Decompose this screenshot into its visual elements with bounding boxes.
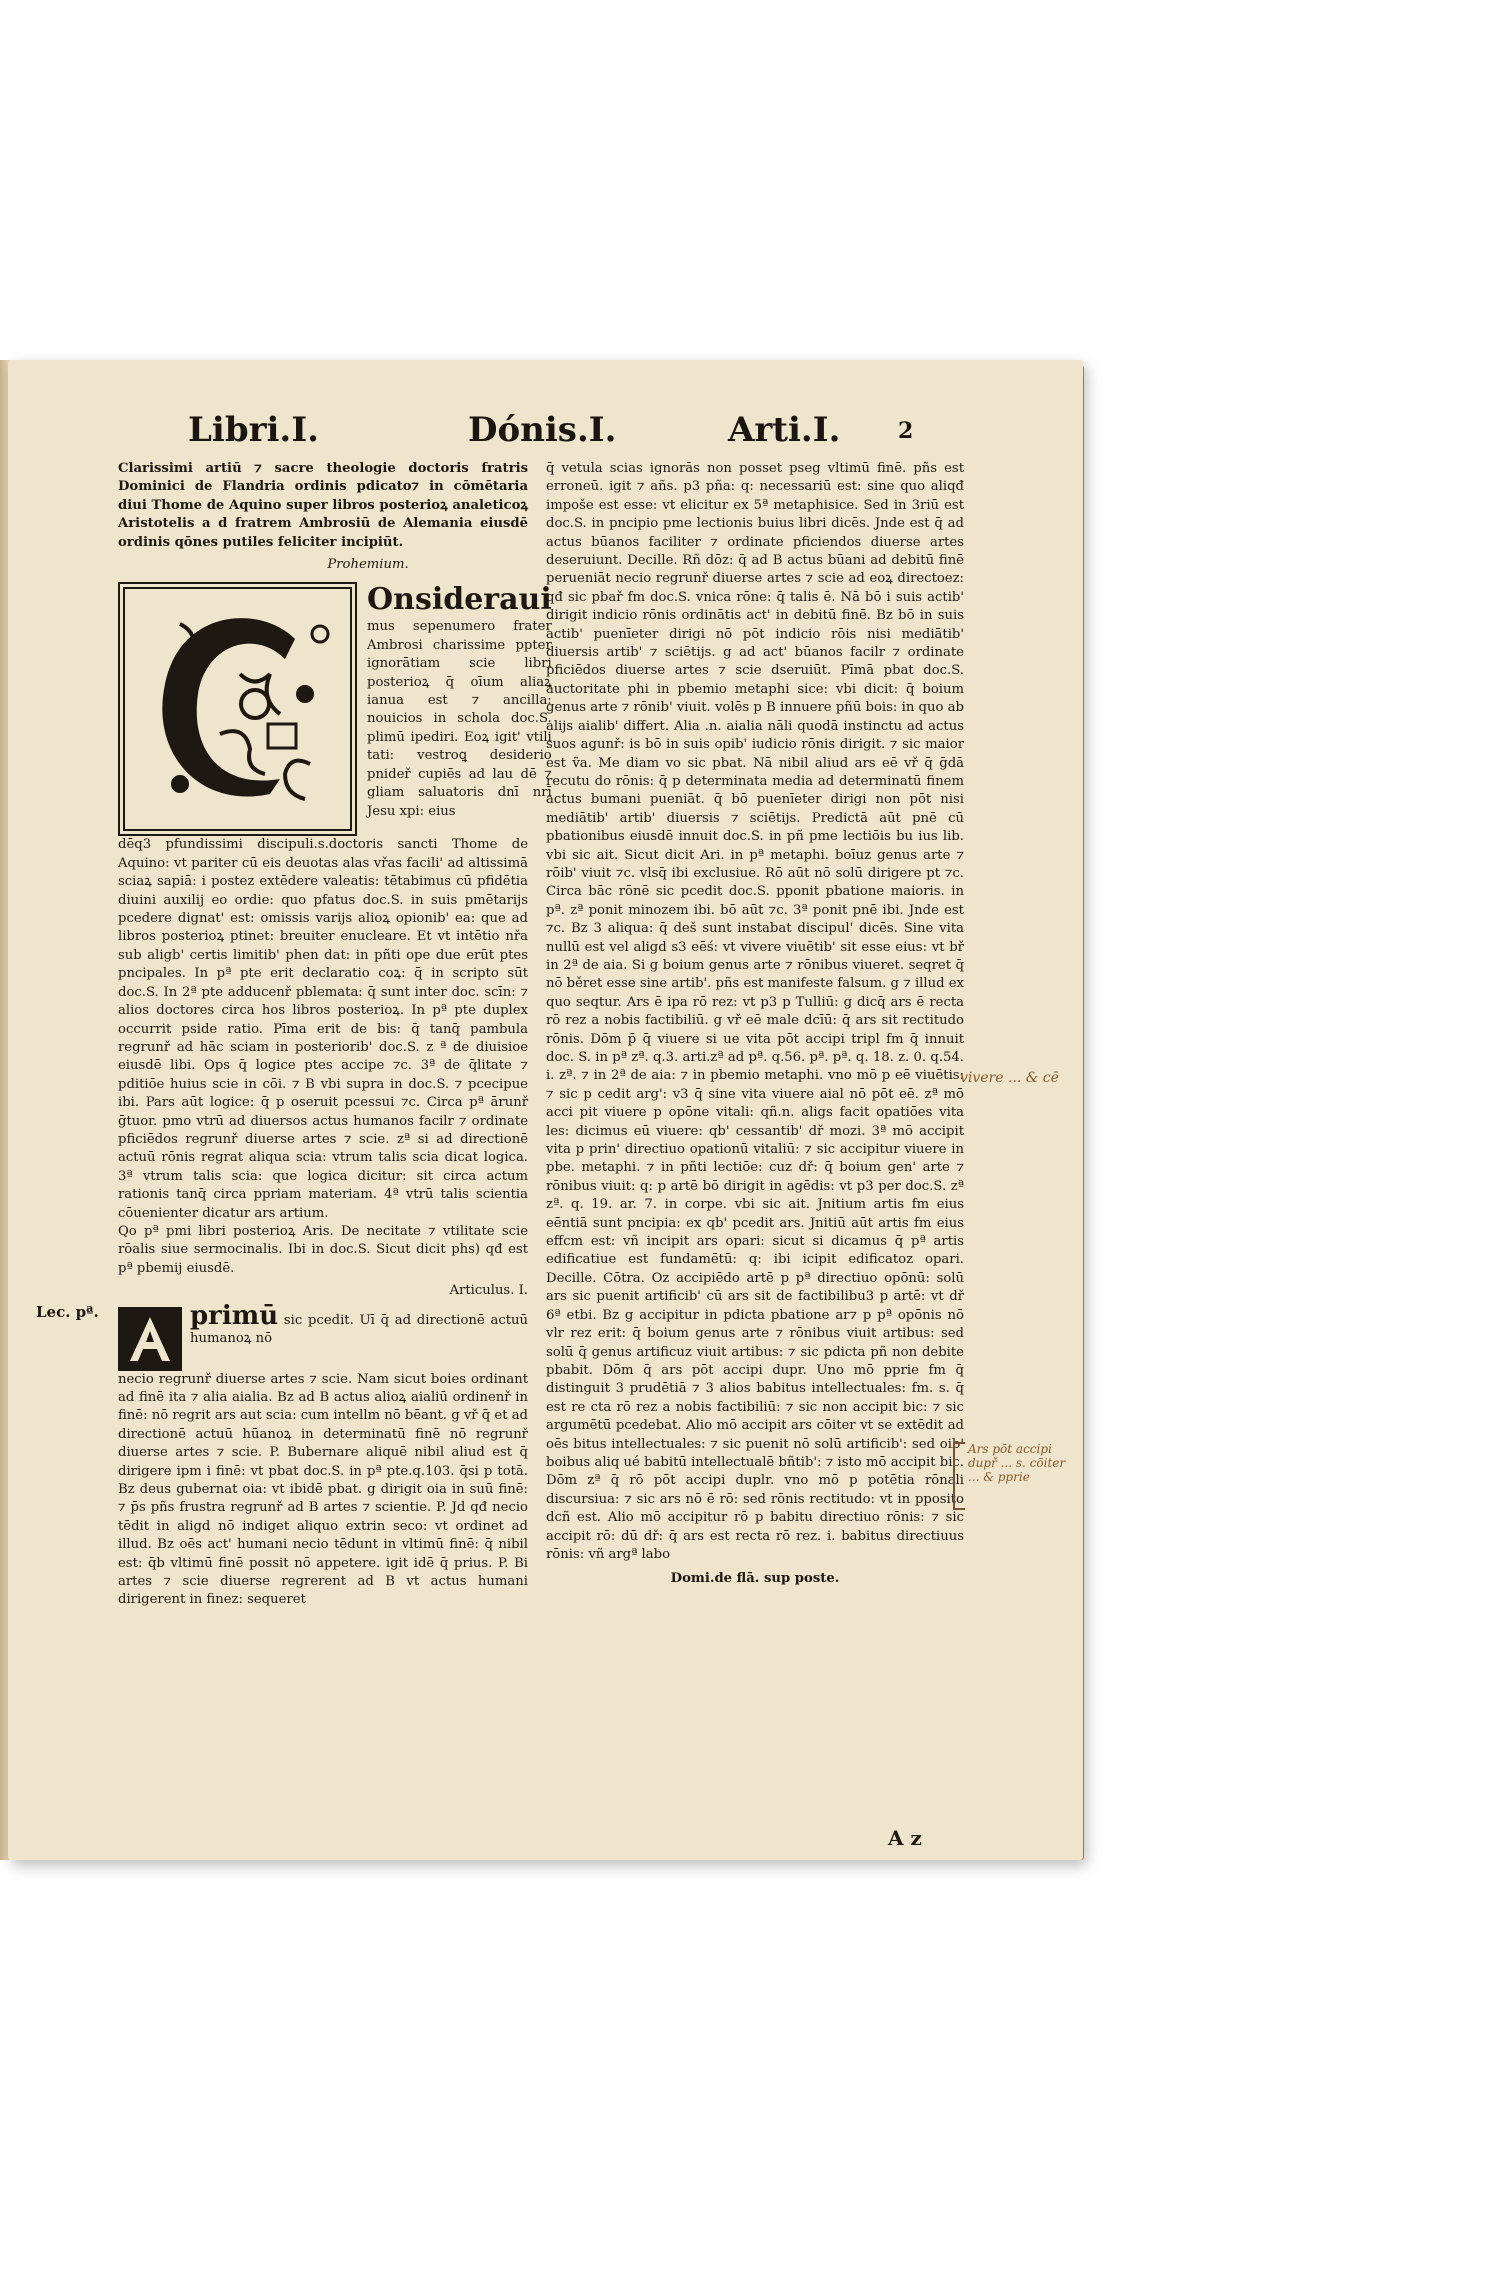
proem-title: Prohemium. [327, 557, 409, 573]
initial-a-icon [118, 1307, 182, 1371]
handwritten-bracket [953, 1442, 965, 1510]
second-initial-side [190, 1300, 528, 1371]
right-column [546, 460, 964, 1602]
running-head-left: Libri.I. [188, 410, 320, 450]
running-foot: Domi.de flā. sup poste. [670, 1571, 840, 1587]
folio-number: 2 [898, 418, 914, 444]
handwritten-note-1: vivere ... & cē [960, 1070, 1059, 1086]
left-body-text-2: necio regrunř diuerse artes ⁊ scie. Nam sicut boies ordinant ad finē ita ⁊ alia aialia. Bz ad B actus alioꝝ aialiū ordinenř in finē: nō regrit ars aut scia: cum intellm nō bēant. g vř q̄ et ad directionē actuū hūanoꝝ in determinatū finē nō regrunř diuerse artes ⁊ scie. P. Bubernare aliquē nibil aliud est q̄ dirigere ipm i finē: vt pbat doc.S. in pª pte.q.103. q̄si p totā. Bz deus gubernat oia: vt ibidē pbat. g dirigit oia in suū finē: ⁊ p̄s pñs frustra regrunř ad B artes ⁊ scientie. P. Jd qđ necio tēdit in aligd nō indiget aliquo extrin seco: vt ordinet ad illud. Bz oēs act' humani necio tēdunt in vltimū finē: q̄ nibil est: q̄b vltimū finē possit nō appetere. igit idē q̄ prius. P. Bi artes ⁊ scie diuerse regrerent ad B vt actus humani dirigerent in finez: sequeret [118, 1371, 529, 1608]
second-initial-block [118, 1300, 528, 1371]
running-head [8, 410, 1083, 450]
signature-mark: A z [888, 1826, 922, 1850]
book-page [8, 360, 1083, 1860]
left-column [118, 460, 552, 1610]
prologue-heading: Clarissimi artiū ⁊ sacre theologie doctoris fratris Dominici de Flandria ordinis pdicato⁊ in cōmētaria diui Thome de Aquino super libros posterioꝝ analeticoꝝ Aristotelis a d fratrem Ambrosiū de Alemania eiusdē ordinis qōnes putiles feliciter incipiūt. [118, 461, 528, 550]
question-line: Qo pª pmi libri posterioꝝ Aris. De necitate ⁊ vtilitate scie rōalis siue sermocinalis. Ibi in doc.S. Sicut dicit phs) qđ est pª pbemij eiusdē. [118, 1223, 528, 1276]
initial-side-text [367, 582, 552, 836]
handwritten-note-2: Ars pōt accipi dupř ... s. cōiter ... & pprie [968, 1442, 1066, 1484]
right-body-text: q̄ vetula scias ignorās non posset pseg vltimū finē. pñs est erroneū. igit ⁊ añs. p3 pña: q: necessariū est: sine quo aliqđ impoše est esse: vt elicitur ex 5ª metaphisice. Sed in 3riū est doc.S. in pncipio pme lectionis buius libri dicēs. Jnde est q̄ ad actus būanos faciliter ⁊ ordinate pficiendos diuerse artes deseruiunt. Decille. Rñ dōz: q̄ ad B actus būani ad debitū finē perueniāt necio regrunř diuerse artes ⁊ scie ad eoꝝ directoez: qđ sic pbař fm doc.S. vnica rōne: q̄ talis ē. Nā bō i suis actib' dirigit indicio rōnis ordinātis act' in debitū finē. Bz bō in suis actib' puenīeter dirigi nō pōt indicio rōis nisi mediātib' diuersis artib' ⁊ sciētijs. g ad act' būanos facilr ⁊ ordinate pficiēdos diuerse artes ⁊ scie dseruiūt. Pīmā pbat doc.S. auctoritate phi in pbemio metaphi sice: vbi dicit: q̄ boium genus arte ⁊ rōnib' viuit. volēs p B innuere pñū bois: in quo ab alijs aialib' differt. Alia .n. aialia nāli quodā instinctu ad actus suos agunř: is bō in suis opib' iudicio rōnis dirigit. ⁊ sic maior est ṽa. Me diam vo sic pbat. Nā nibil aliud ars eē vř q̄ ḡdā recutu do rōnis: q̄ p determinata media ad determinatū finem actus bumani pueniāt. q̄ bō puenīeter dirigi non pōt nisi mediātib' artib' diuersis ⁊ sciētijs. Predictā aūt pnē cū pbationibus eiusdē innuit doc.S. in pñ pme lectiōis bu ius lib. vbi sic ait. Sicut dicit Ari. in pª metaphi. boīuz genus arte ⁊ rōib' viuit ⁊c. vlsq̄ ibi exclusiue. Rō aūt nō solū dirigere pt ⁊c. Circa bāc rōnē sic pcedit doc.S. pponit pbatione maioris. in pª. zª ponit minozem ibi. bō aūt ⁊c. 3ª ponit pnē ibi. Jnde est ⁊c. Bz 3 aliqua: q̄ deš sunt instabat discipul' dicēs. Sine vita nullū est vel aligd s3 eēś: vt vivere viuētib' sit esse eius: vt bř in 2ª de aia. Si g boium genus arte ⁊ rōnibus viueret. seqret q̄ nō běret esse sine artib'. pñs est manifeste falsum. g ⁊ illud ex quo seqtur. Ars ē ipa rō rez: vt p3 p Tulliū: g dicq̄ ars ē recta rō rez a nobis factibiliū. g vř eē male dcīū: q̄ ars sit rectitudo rōnis. Dōm p̄ q̄ viuere si ue vita pōt accipi tripl fm q̄ innuit doc. S. in pª zª. q.3. arti.zª ad pª. q.56. pª. pª. q. 18. z. 0. q.54. i. zª. ⁊ in 2ª de aia: ⁊ in pbemio metaphi. vno mō p eē viuētis: ⁊ sic p cedit arg': v3 q̄ sine vita viuere aial nō pōt eē. zª mō acci pit viuere p opōne vitali: qñ.n. aligs facit opatiōes vita les: dicimus eū viuere: qb' cessantib' dř mozi. 3ª mō accipit vita p prin' directiuo opationū vitaliū: ⁊ sic accipitur viuere in pbe. metaphi. ⁊ in pñti lectiōe: cuz dř: q̄ boium gen' arte ⁊ rōnibus viuit: q: p artē bō dirigit in agēdis: vt p3 per doc.S. zª zª. q. 19. ar. 7. in corpe. vbi sic ait. Jnitium artis fm eius eēntiā sunt pncipia: ex qb' pcedit ars. Jnitiū aūt artis fm eius effcm est: vñ incipit ars opari: sicut si dicamus q̄ pª artis edificatiue est fundamētū: q: ibi icipit edificatoz opari. Decille. Cōtra. Oz accipiēdo artē p pª directiuo opōnū: solū ars sic puenit artificib' cū ars sit de factibilibu3 p artē: vt dř 6ª etbi. Bz g accipitur in pdicta pbatione ar⁊ p pª opōnis nō vlr rez erit: q̄ boium genus arte ⁊ rōnibus viuit artibus: sed solū q̄ genus artificuz viuit artibus: ⁊ sic pdicta pñ non debite pbabit. Dōm q̄ ars pōt accipi dupr. Uno mō pprie fm q̄ distinguit 3 prudētiā ⁊ 3 alios babitus intellectuales: fm. s. q̄ est re cta rō rez a nobis factibiliū: ⁊ sic non accipit bic: ⁊ sic argumētū pcedebat. Alio mō accipit ars cōiter vt se extēdit ad oēs bitus intellectuales: ⁊ sic puenit nō solū artificib': sed oib' boibus aliq ué babitū intellectualē bñtib': ⁊ isto mō accipit bic. Dōm zª q̄ rō pōt accipi duplr. vno mō p potētia rōnali discursiua: ⁊ sic ars nō ē rō: sed rōnis rectitudo: vt in pposito dcñ est. Alio mō accipitur rō p babitu directiuo rōnis: ⁊ sic accipit rō: dū dř: q̄ ars est recta rō rez. i. babitus directiuus rōnis: vñ argª labo [546, 461, 964, 1562]
left-body-text: dēq3 pfundissimi discipuli.s.doctoris sancti Thome de Aquino: vt pariter cū eis deuotas alas vřas facili' ad altissimā sciaꝝ sapiā: i postez extēdere valeatis: tētabimus cū pfidētia diuini auxilij eo ordie: quo pfatus doc.S. in suis pmētarijs pcedere dignat' est: omissis varijs alioꝝ opionib' ea: que ad libros posterioꝝ ptinet: breuiter enucleare. Et vt intētio nřa sub aligb' certis limitib' phen dat: in pñti ope due erūt ptes pncipales. In pª pte erit declaratio coꝝ: q̄ in scripto sūt doc.S. In 2ª pte adducenř pblemata: q̄ sunt inter doc. scīn: ⁊ alios doctores circa hos libros posterioꝝ. In pª pte duplex occurrit pside ratio. Pīma erit de bis: q̄ tanq̄ pambula regrunř ad hāc sciam in posteriorib' doc.S. z ª de diuisioe eiusdē libi. Ops q̄ logice ptes accipe ⁊c. 3ª de q̄litate ⁊ pditiōe huius scie in cōi. ⁊ B vbi supra in doc.S. ⁊ pcecipue ibi. Pars aūt logice: q̄ p oseruit pcessui ⁊c. Circa pª ārunř ḡtuor. pmo vtrū ad diuersos actus humanos facilr ⁊ ordinate pficiēdos regrunř diuerse artes ⁊ scie. zª si ad directionē actuū rōnis regrat aliqua scia: vtrum talis scia dicat logica. 3ª vtrum talis scia: que logica dicitur: sit circa actum rationis tanq̄ circa ppriam materiam. 4ª vtrū talis scientia cōuenienter dicatur ars artium. [118, 837, 528, 1221]
decorated-initial-block [118, 582, 552, 836]
second-initial-word: primū [190, 1300, 279, 1331]
margin-note-lec: Lec. pª. [36, 1303, 99, 1321]
articulus-title: Articulus. I. [449, 1283, 528, 1299]
running-head-center: Dónis.I. [468, 410, 617, 450]
decorated-initial-c-icon [118, 582, 357, 836]
running-head-right: Arti.I. [728, 410, 841, 450]
initial-continuation: mus sepenumero frater Ambrosi charissime ppter ignorātiam scie libri posterioꝝ q̄ oīum aliaꝝ ianua est ⁊ ancilla: nouicios in schola doc.S. plimū ipediri. Eoꝝ igit' vtili tati: vestroꝗ desiderio pnideř cupiēs ad lau dē ⁊ gliam saluatoris dnī nrī Jesu xpi: eius [367, 619, 552, 819]
second-initial-continuation: sic pcedit. Uī q̄ ad directionē actuū humanoꝝ nō [190, 1312, 528, 1346]
initial-word: Onsideraui [367, 582, 552, 618]
